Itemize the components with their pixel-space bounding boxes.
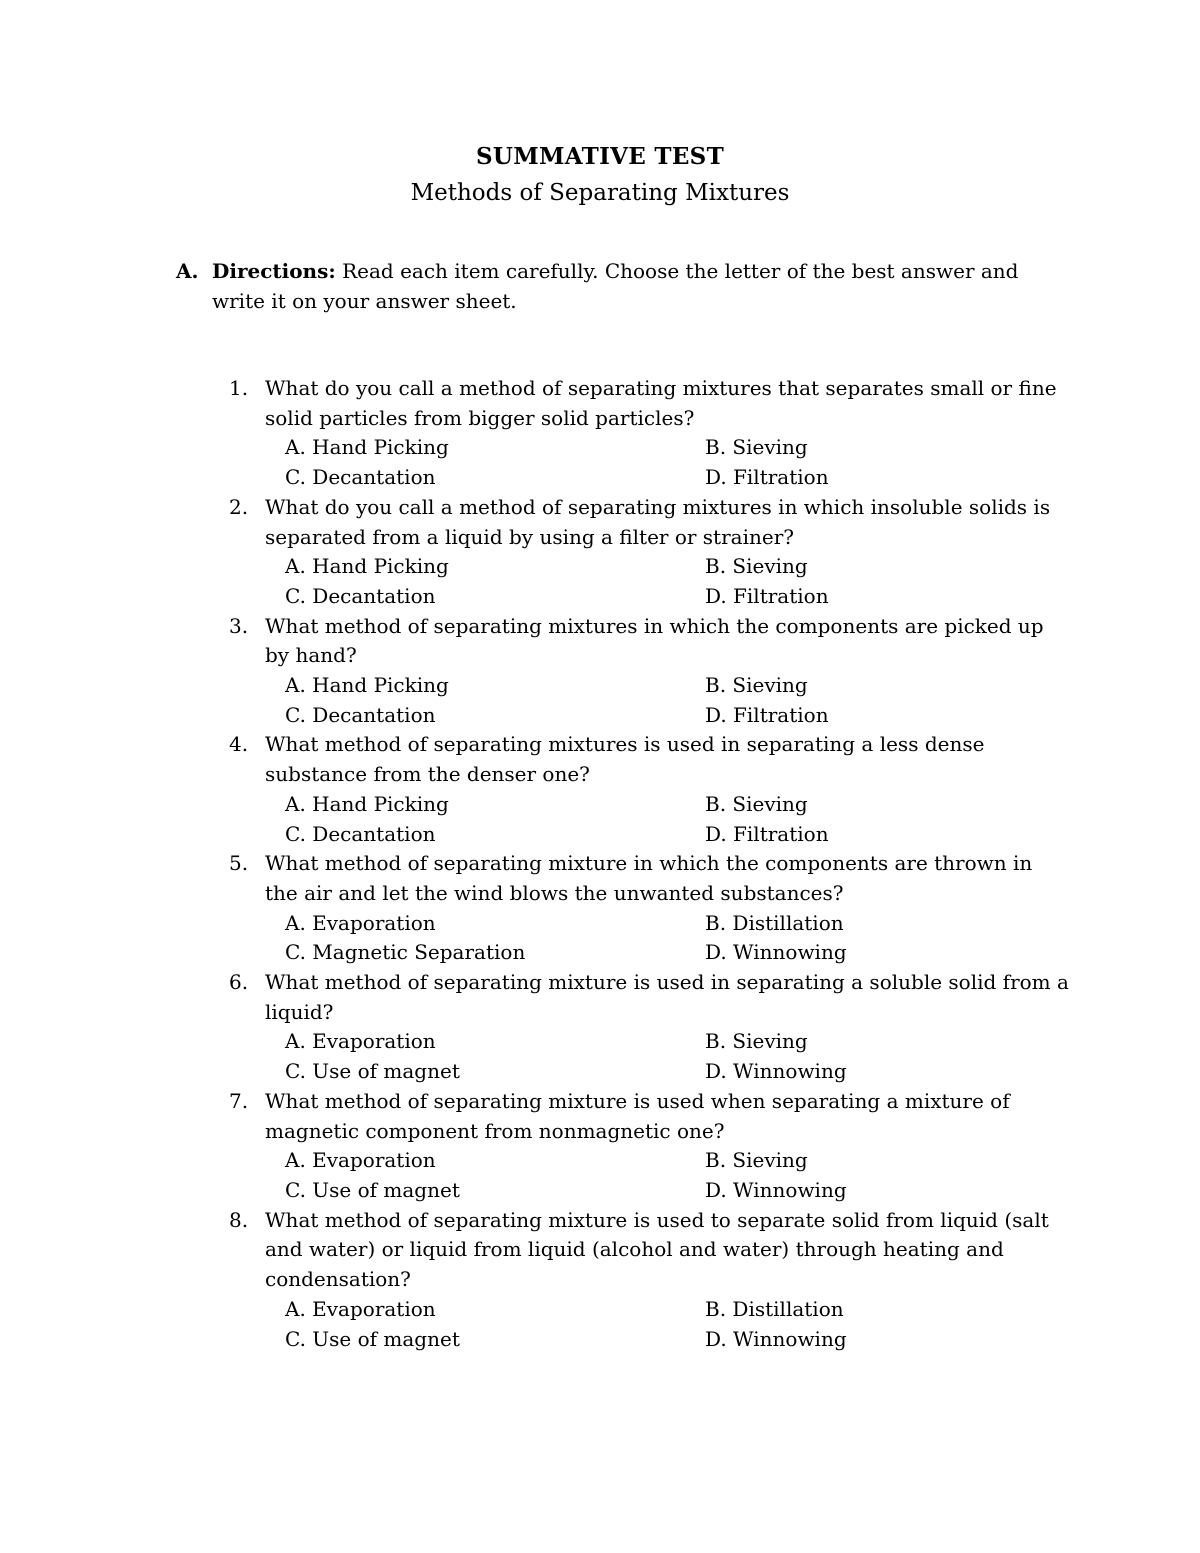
section-a-directions (176, 256, 1076, 316)
question-item (229, 374, 1069, 493)
answer-option: D. Filtration (705, 583, 829, 608)
answer-option: C. Use of magnet (285, 1177, 460, 1202)
answer-option: B. Sieving (705, 791, 808, 816)
answer-option: D. Winnowing (705, 1059, 847, 1084)
answer-option: D. Filtration (705, 702, 829, 727)
answer-options (285, 1146, 1069, 1205)
question-item (229, 493, 1069, 612)
answer-options (285, 790, 1069, 849)
question-number: 5. (229, 851, 249, 876)
answer-option: D. Filtration (705, 465, 829, 490)
question-text: What method of separating mixture is used in separating a soluble solid from a liquid? (265, 970, 1069, 1024)
answer-option: C. Decantation (285, 583, 436, 608)
directions-text (212, 256, 1062, 316)
question-item (229, 730, 1069, 849)
answer-option: A. Evaporation (285, 910, 436, 935)
answer-option: B. Distillation (705, 1296, 844, 1321)
answer-option: B. Sieving (705, 435, 808, 460)
question-number: 6. (229, 970, 249, 995)
answer-option: D. Filtration (705, 821, 829, 846)
question-number: 1. (229, 376, 249, 400)
answer-option: A. Hand Picking (285, 673, 449, 698)
answer-option: D. Winnowing (705, 1177, 847, 1202)
answer-option: A. Hand Picking (285, 791, 449, 816)
question-number: 4. (229, 732, 249, 757)
question-text: What method of separating mixtures in which the components are picked up by hand? (265, 613, 1044, 668)
answer-options (285, 1295, 1069, 1354)
answer-option: D. Winnowing (705, 1326, 847, 1351)
answer-options (285, 671, 1069, 730)
page-title: SUMMATIVE TEST (475, 143, 724, 170)
question-number: 3. (229, 613, 249, 638)
answer-option: C. Use of magnet (285, 1326, 460, 1351)
question-list (229, 374, 1069, 1354)
directions-label: Directions: (212, 259, 336, 283)
question-number: 7. (229, 1088, 249, 1113)
answer-option: A. Evaporation (285, 1029, 436, 1054)
answer-option: C. Use of magnet (285, 1059, 460, 1084)
question-item (229, 612, 1069, 731)
answer-option: C. Decantation (285, 702, 436, 727)
answer-option: B. Distillation (705, 910, 844, 935)
answer-option: D. Winnowing (705, 940, 847, 965)
question-text: What do you call a method of separating mixtures that separates small or fine solid particles from bigger solid particles? (265, 376, 1057, 430)
question-text: What method of separating mixtures is used in separating a less dense substance from the denser one? (265, 732, 985, 787)
question-text: What do you call a method of separating mixtures in which insoluble solids is separated from a liquid by using a filter or strainer? (265, 494, 1051, 549)
question-text: What method of separating mixture in which the components are thrown in the air and let the wind blows the unwanted substances? (265, 851, 1033, 905)
answer-options (285, 433, 1069, 492)
question-number: 2. (229, 494, 249, 519)
question-text: What method of separating mixture is used when separating a mixture of magnetic component from nonmagnetic one? (265, 1088, 1010, 1143)
answer-option: A. Evaporation (285, 1148, 436, 1173)
question-item (229, 1087, 1069, 1206)
answer-option: C. Decantation (285, 465, 436, 490)
answer-options (285, 1027, 1069, 1086)
answer-option: B. Sieving (705, 554, 808, 579)
answer-option: A. Hand Picking (285, 554, 449, 579)
answer-option: B. Sieving (705, 1148, 808, 1173)
answer-option: B. Sieving (705, 673, 808, 698)
question-item (229, 849, 1069, 968)
answer-option: C. Decantation (285, 821, 436, 846)
answer-options (285, 552, 1069, 611)
directions-body: Read each item carefully. Choose the letter of the best answer and write it on your answer sheet. (212, 259, 1019, 313)
answer-option: A. Hand Picking (285, 435, 449, 460)
question-item (229, 968, 1069, 1087)
answer-options (285, 909, 1069, 968)
answer-option: A. Evaporation (285, 1296, 436, 1321)
answer-option: B. Sieving (705, 1029, 808, 1054)
question-number: 8. (229, 1207, 249, 1232)
page-subtitle: Methods of Separating Mixtures (410, 180, 790, 206)
question-text: What method of separating mixture is used to separate solid from liquid (salt and water) or liquid from liquid (alcohol and water) through heating and condensation? (265, 1207, 1049, 1292)
answer-option: C. Magnetic Separation (285, 940, 526, 965)
question-item (229, 1206, 1069, 1355)
section-letter: A. (176, 259, 199, 283)
